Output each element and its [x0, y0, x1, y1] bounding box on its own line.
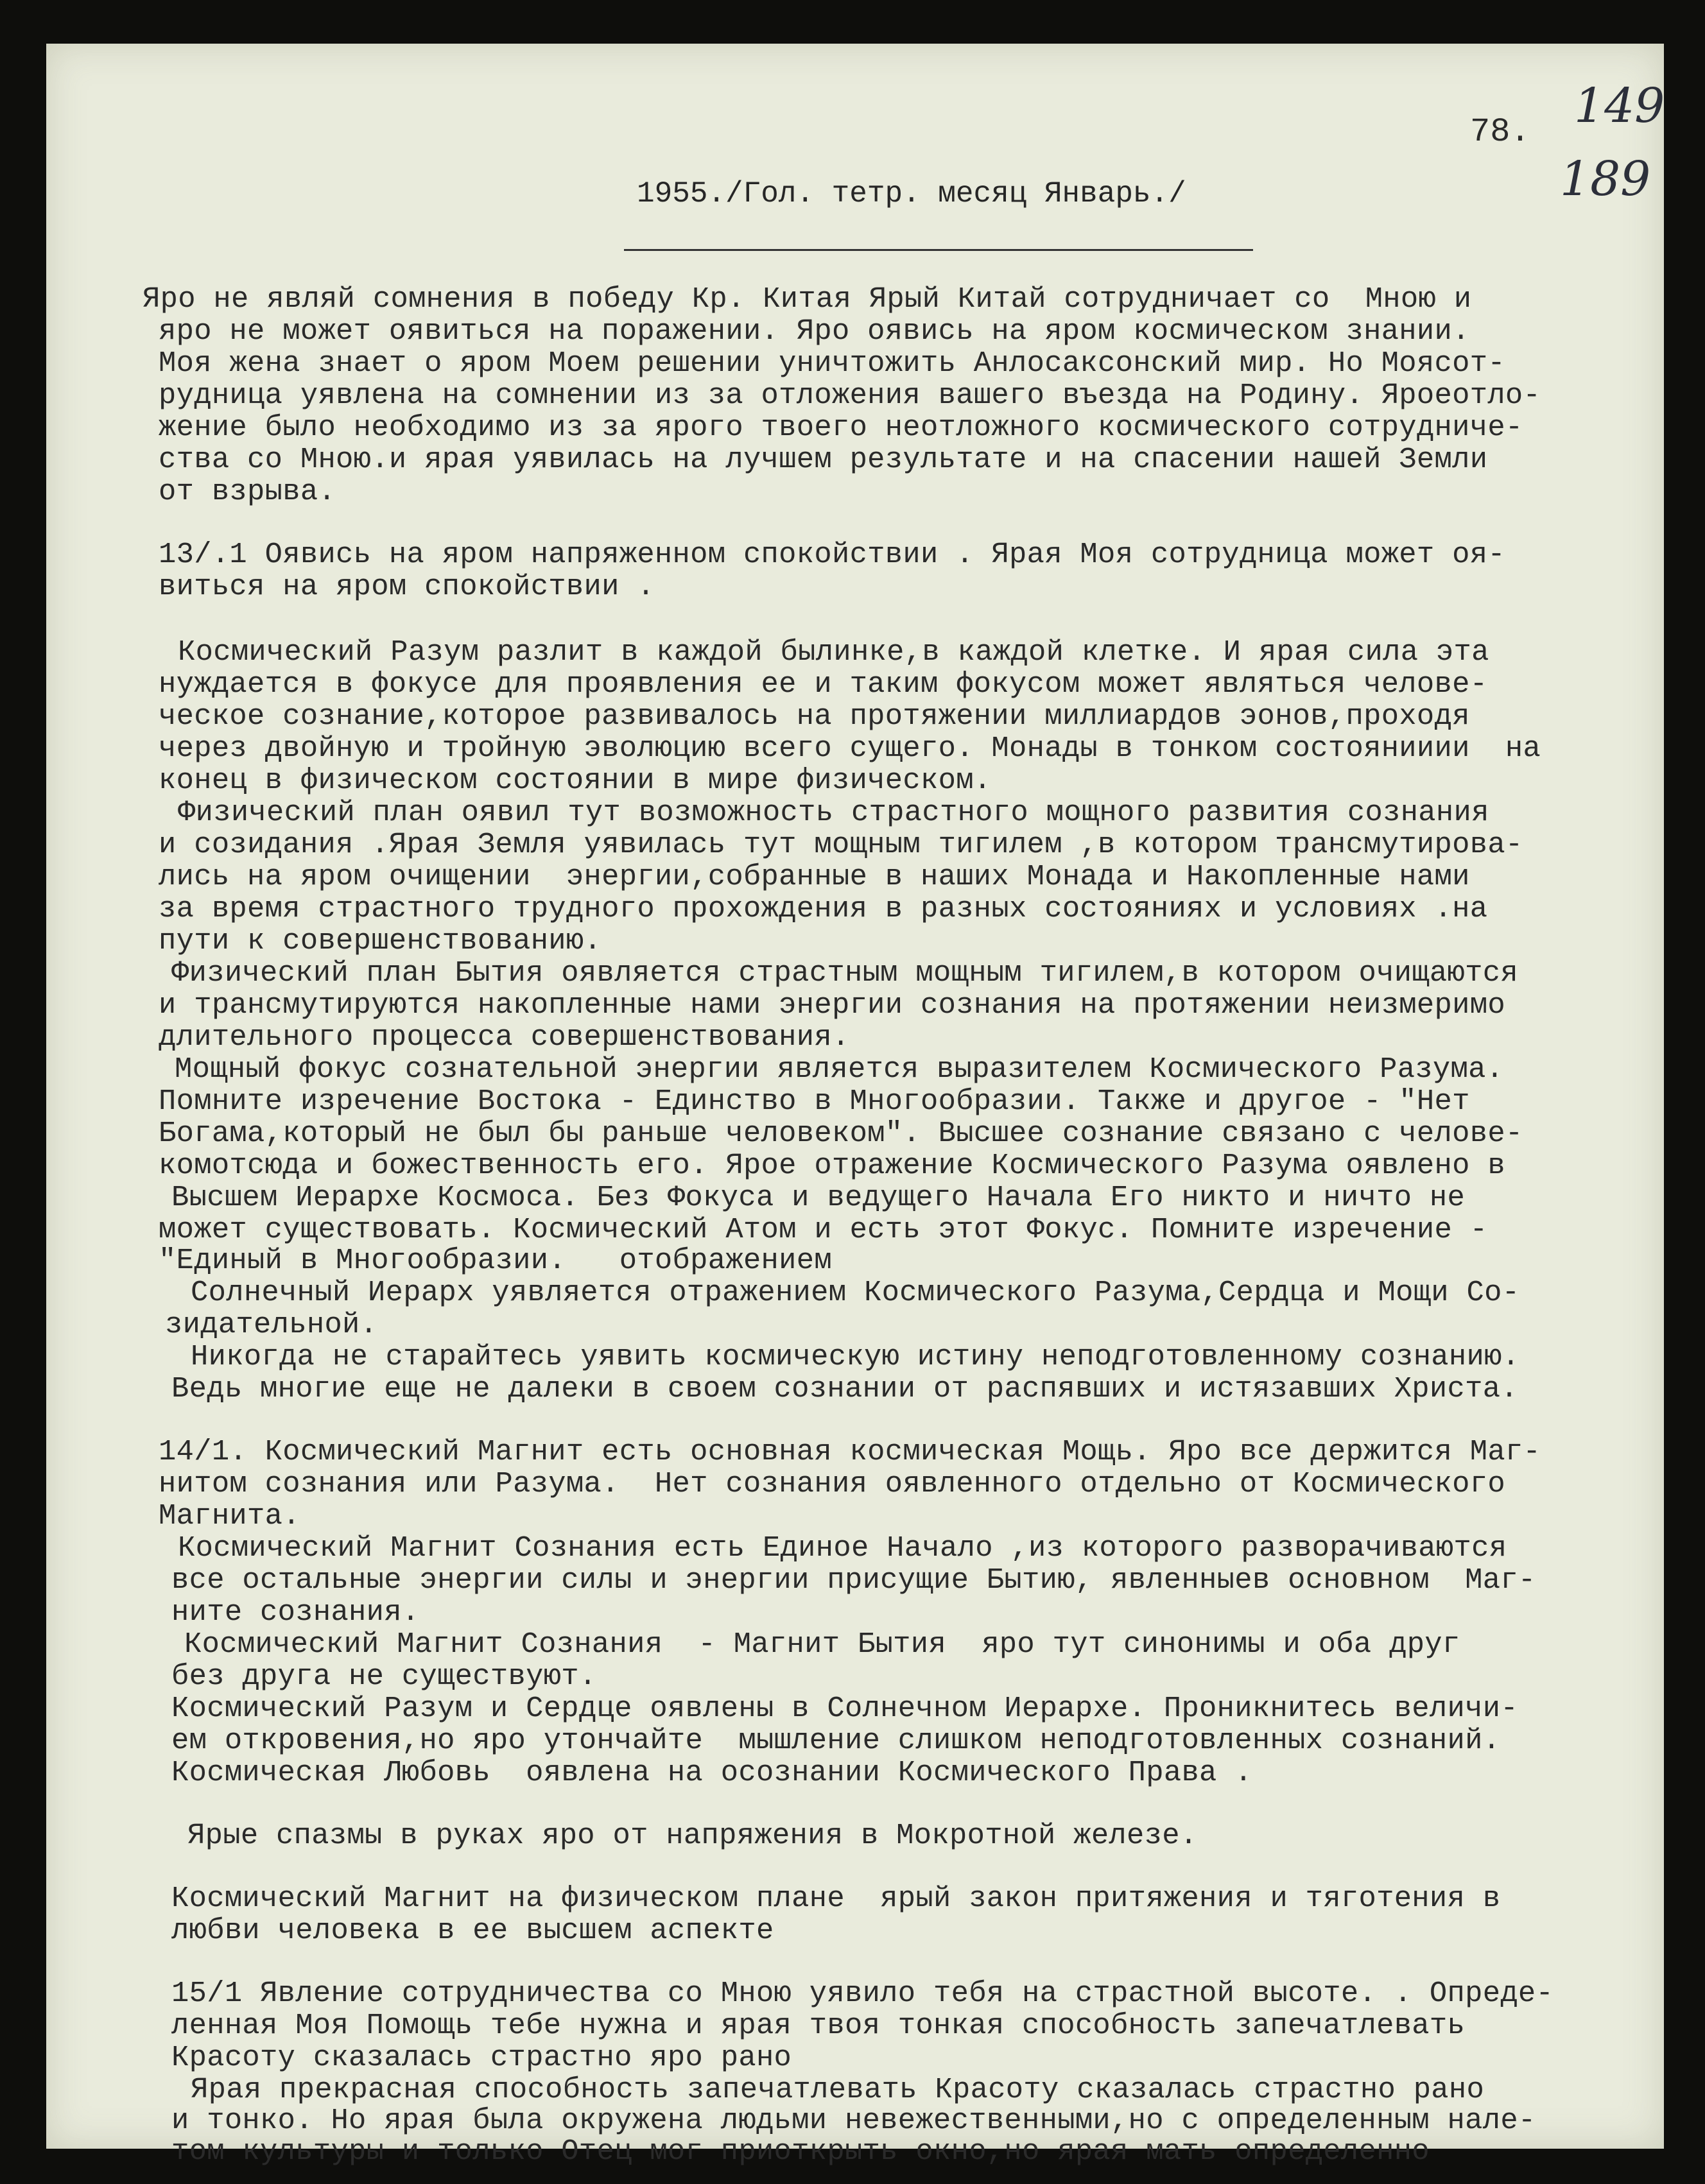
- text-line: и тонко. Но ярая была окружена людьми невежественными,но с определенным нале-: [171, 2104, 1536, 2137]
- text-line: длительного процесса совершенствования.: [159, 1020, 850, 1054]
- text-line: ческое сознание,которое развивалось на протяжении миллиардов эонов,проходя: [159, 700, 1470, 733]
- text-line: жение было необходимо из за ярого твоего неотложного космического сотрудниче-: [159, 411, 1523, 444]
- text-line: Космическая Любовь оявлена на осознании Космического Права .: [171, 1756, 1252, 1789]
- text-line: Ярая прекрасная способность запечатлевать Красоту сказалась страстно рано: [191, 2073, 1485, 2106]
- text-line: Красоту сказалась страстно яро рано: [171, 2041, 792, 2074]
- text-line: Космический Разум разлит в каждой былинке,в каждой клетке. И ярая сила эта: [178, 635, 1489, 669]
- text-line: и созидания .Ярая Земля уявилась тут мощным тигилем ,в котором трансмутирова-: [159, 828, 1523, 861]
- text-line: ленная Моя Помощь тебе нужна и ярая твоя тонкая способность запечатлевать: [171, 2009, 1466, 2042]
- text-line: Космический Магнит на физическом плане ярый закон притяжения и тяготения в: [171, 1882, 1501, 1915]
- text-line: Мощный фокус сознательной энергии является выразителем Космического Разума.: [175, 1053, 1504, 1086]
- text-line: Космический Разум и Сердце оявлены в Солнечном Иерархе. Проникнитесь величи-: [171, 1692, 1518, 1725]
- text-line: Физический план оявил тут возможность страстного мощного развития сознания: [178, 796, 1489, 829]
- text-line: Моя жена знает о яром Моем решении уничтожить Анлосаксонский мир. Но Моясот-: [159, 347, 1505, 380]
- text-line: от взрыва.: [159, 475, 336, 508]
- text-line: Ярые спазмы в руках яро от напряжения в Мокротной железе.: [187, 1819, 1198, 1852]
- text-line: Магнита.: [159, 1499, 300, 1533]
- text-line: за время страстного трудного прохождения в разных состояниях и условиях .на: [159, 892, 1488, 925]
- title-underline: [624, 249, 1253, 251]
- text-line: Физический план Бытия оявляется страстным мощным тигилем,в котором очищаются: [171, 956, 1518, 990]
- text-line: яро не может оявиться на поражении. Яро оявись на яром космическом знании.: [159, 314, 1470, 348]
- text-line: комотсюда и божественность его. Ярое отражение Космического Разума оявлено в: [159, 1149, 1505, 1182]
- text-line: Яро не являй сомнения в победу Кр. Китая Ярый Китай сотрудничает со Мною и: [143, 282, 1472, 316]
- text-line: Высшем Иерархе Космоса. Без Фокуса и ведущего Начала Его никто и ничто не: [171, 1181, 1466, 1214]
- text-line: через двойную и тройную эволюцию всего сущего. Монады в тонком состоянииии на: [159, 732, 1541, 765]
- text-line: конец в физическом состоянии в мире физическом.: [159, 764, 992, 797]
- text-line: виться на яром спокойствии .: [159, 570, 655, 603]
- handwritten-page-number: 149: [1574, 78, 1665, 133]
- text-line: Солнечный Иерарх уявляется отражением Космического Разума,Сердца и Мощи Со-: [191, 1276, 1520, 1309]
- text-line: любви человека в ее высшем аспекте: [171, 1914, 774, 1947]
- text-line: все остальные энергии силы и энергии присущие Бытию, явленныев основном Маг-: [171, 1563, 1536, 1597]
- text-line: Помните изречение Востока - Единство в Многообразии. Также и другое - "Нет: [159, 1085, 1470, 1118]
- text-line: нитом сознания или Разума. Нет сознания оявленного отдельно от Космического: [159, 1467, 1505, 1500]
- text-line: Ведь многие еще не далеки в своем сознании от распявших и истязавших Христа.: [171, 1372, 1518, 1406]
- page-number: 78.: [1470, 113, 1530, 151]
- text-line: "Единый в Многообразии. отображением: [159, 1244, 832, 1277]
- text-line: и трансмутируются накопленные нами энергии сознания на протяжении неизмеримо: [159, 988, 1505, 1022]
- text-line: том культуры и только Отец мог приоткрыть окно,но ярая мать определенно: [171, 2135, 1430, 2168]
- text-line: ните сознания.: [171, 1595, 420, 1629]
- document-page: [46, 44, 1665, 2168]
- text-line: Космический Магнит Сознания - Магнит Бытия яро тут синонимы и оба друг: [184, 1628, 1460, 1661]
- text-line: рудница уявлена на сомнении из за отложения вашего въезда на Родину. Яроеотло-: [159, 379, 1541, 412]
- text-line: 14/1. Космический Магнит есть основная космическая Мощь. Яро все держится Маг-: [159, 1435, 1541, 1468]
- text-line: 15/1 Явление сотрудничества со Мною уявило тебя на страстной высоте. . Опреде-: [171, 1977, 1554, 2010]
- text-line: Никогда не старайтесь уявить космическую истину неподготовленному сознанию.: [191, 1340, 1520, 1373]
- text-line: зидательной.: [165, 1308, 378, 1341]
- text-line: ства со Мною.и ярая уявилась на лучшем результате и на спасении нашей Земли: [159, 443, 1488, 476]
- handwritten-page-number-second: 189: [1560, 151, 1651, 207]
- text-line: пути к совершенствованию.: [159, 924, 602, 958]
- text-line: Космический Магнит Сознания есть Единое Начало ,из которого разворачиваются: [178, 1531, 1507, 1565]
- text-line: 13/.1 Оявись на яром напряженном спокойствии . Ярая Моя сотрудница может оя-: [159, 538, 1505, 571]
- text-line: нуждается в фокусе для проявления ее и таким фокусом может являться челове-: [159, 667, 1488, 701]
- text-line: Богама,который не был бы раньше человеком". Высшее сознание связано с челове-: [159, 1117, 1523, 1150]
- text-line: без друга не существуют.: [171, 1660, 597, 1693]
- document-title: 1955./Гол. тетр. месяц Январь./: [637, 177, 1186, 211]
- text-line: ем откровения,но яро утончайте мышление слишком неподготовленных сознаний.: [171, 1724, 1501, 1757]
- text-line: может существовать. Космический Атом и есть этот Фокус. Помните изречение -: [159, 1213, 1488, 1246]
- text-line: лись на яром очищении энергии,собранные в наших Монада и Накопленные нами: [159, 860, 1470, 893]
